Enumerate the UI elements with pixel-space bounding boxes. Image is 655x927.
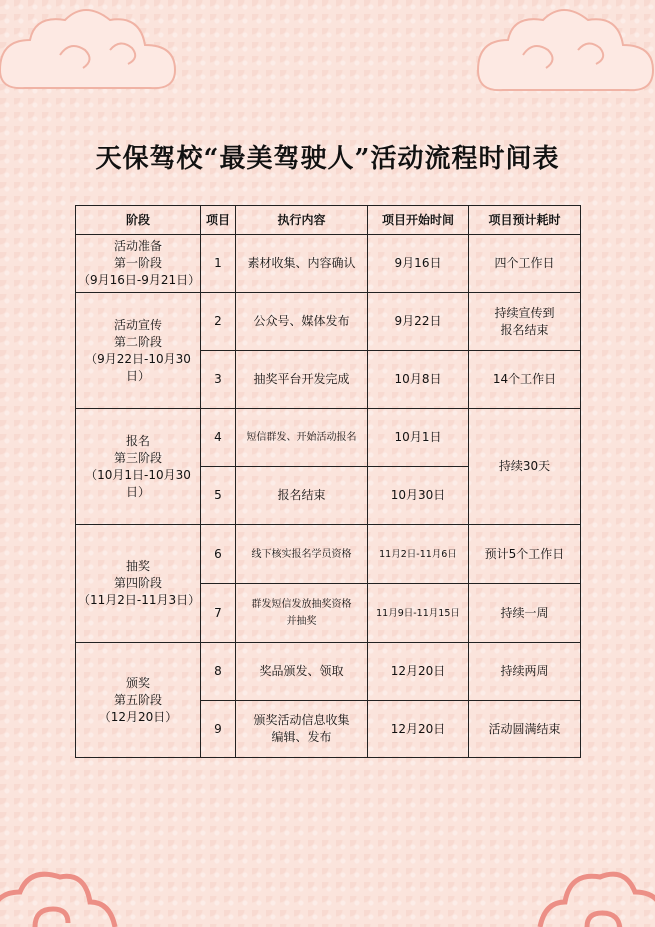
stage-phase: 第三阶段 — [113, 450, 162, 465]
page-title: 天保驾校“最美驾驶人”活动流程时间表 — [95, 144, 560, 174]
duration-cell: 持续30天 — [469, 409, 581, 525]
content-line: 颁奖活动信息收集 — [253, 713, 350, 727]
header-item: 项目 — [201, 206, 236, 235]
duration-cell: 四个工作日 — [469, 235, 581, 293]
stage-name: 活动准备 — [113, 239, 162, 253]
start-time-cell: 11月2日-11月6日 — [368, 525, 469, 584]
table-row — [76, 293, 581, 351]
start-time-cell: 9月16日 — [368, 235, 469, 293]
start-time-cell: 10月1日 — [368, 409, 469, 467]
header-stage: 阶段 — [76, 206, 201, 235]
stage-phase: 第一阶段 — [113, 256, 162, 270]
stage-cell — [76, 293, 201, 409]
start-time-cell: 9月22日 — [368, 293, 469, 351]
duration-cell: 预计5个工作日 — [469, 525, 581, 584]
cloud-decoration-bottom-left — [0, 847, 140, 927]
cloud-decoration-top-right — [463, 0, 655, 110]
content-cell: 公众号、媒体发布 — [236, 293, 368, 351]
cloud-decoration-top-left — [0, 0, 190, 110]
duration-cell: 活动圆满结束 — [469, 701, 581, 758]
duration-cell: 持续两周 — [469, 643, 581, 701]
content-cell — [236, 701, 368, 758]
stage-cell — [76, 643, 201, 758]
item-number: 3 — [201, 351, 236, 409]
content-cell: 线下核实报名学员资格 — [236, 525, 368, 584]
item-number: 9 — [201, 701, 236, 758]
stage-dates: （11月2日-11月3日） — [78, 593, 201, 607]
table-row — [76, 525, 581, 584]
stage-phase: 第四阶段 — [113, 576, 162, 590]
start-time-cell: 10月30日 — [368, 467, 469, 525]
content-cell: 抽奖平台开发完成 — [236, 351, 368, 409]
stage-name: 活动宣传 — [113, 317, 162, 332]
table-header-row — [76, 206, 581, 235]
stage-name: 颁奖 — [125, 675, 150, 690]
header-duration: 项目预计耗时 — [469, 206, 581, 235]
duration-line: 报名结束 — [500, 322, 549, 337]
stage-cell — [76, 409, 201, 525]
start-time-cell: 11月9日-11月15日 — [368, 584, 469, 643]
content-cell: 奖品颁发、领取 — [236, 643, 368, 701]
stage-name: 抽奖 — [125, 559, 150, 573]
stage-dates: （12月20日） — [98, 709, 178, 724]
duration-cell: 14个工作日 — [469, 351, 581, 409]
content-cell: 短信群发、开始活动报名 — [236, 409, 368, 467]
item-number: 2 — [201, 293, 236, 351]
content-cell: 报名结束 — [236, 467, 368, 525]
stage-dates: （9月16日-9月21日） — [78, 273, 201, 287]
content-line: 群发短信发放抽奖资格 — [251, 599, 352, 610]
start-time-cell: 10月8日 — [368, 351, 469, 409]
duration-cell — [469, 293, 581, 351]
duration-line: 持续宣传到 — [494, 305, 555, 320]
duration-cell: 持续一周 — [469, 584, 581, 643]
item-number: 5 — [201, 467, 236, 525]
stage-cell — [76, 525, 201, 643]
start-time-cell: 12月20日 — [368, 701, 469, 758]
header-start-time: 项目开始时间 — [368, 206, 469, 235]
stage-phase: 第二阶段 — [113, 334, 162, 349]
content-cell — [236, 584, 368, 643]
content-line: 并抽奖 — [286, 616, 317, 627]
item-number: 1 — [201, 235, 236, 293]
header-content: 执行内容 — [236, 206, 368, 235]
stage-dates: （9月22日-10月30日） — [85, 351, 191, 383]
item-number: 7 — [201, 584, 236, 643]
start-time-cell: 12月20日 — [368, 643, 469, 701]
stage-dates: （10月1日-10月30日） — [85, 467, 191, 499]
content-line: 编辑、发布 — [271, 730, 332, 744]
cloud-decoration-bottom-right — [515, 847, 655, 927]
content-cell: 素材收集、内容确认 — [236, 235, 368, 293]
table-row — [76, 235, 581, 293]
item-number: 4 — [201, 409, 236, 467]
stage-phase: 第五阶段 — [113, 692, 162, 707]
stage-name: 报名 — [125, 433, 150, 448]
table-row — [76, 643, 581, 701]
schedule-table — [75, 205, 581, 758]
item-number: 6 — [201, 525, 236, 584]
item-number: 8 — [201, 643, 236, 701]
stage-cell — [76, 235, 201, 293]
table-row — [76, 409, 581, 467]
